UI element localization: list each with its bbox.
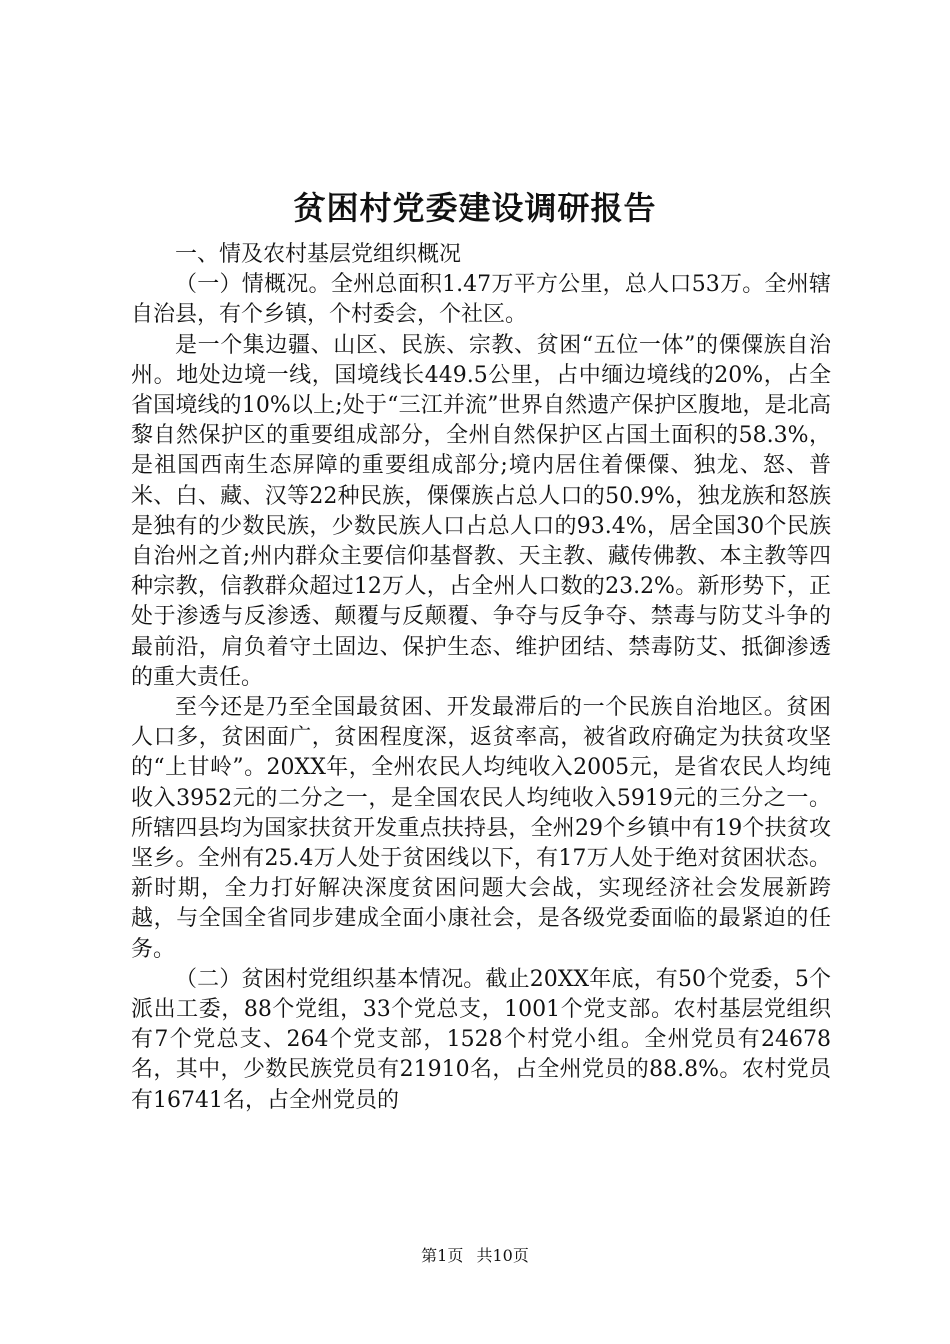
paragraph-poverty: 至今还是乃至全国最贫困、开发最滞后的一个民族自治地区。贫困人口多，贫困面广，贫困程度深，返贫率高，被省政府确定为扶贫攻坚的“上甘岭”。20XX年，全州农民人均纯收入2005元，是省农民人均纯收入3952元的二分之一，是全国农民人均纯收入5919元的三分之一。所辖四县均为国家扶贫开发重点扶持县，全州29个乡镇中有19个扶贫攻坚乡。全州有25.4万人处于贫困线以下，有17万人处于绝对贫困状态。新时期，全力打好解决深度贫困问题大会战，实现经济社会发展新跨越，与全国全省同步建成全面小康社会，是各级党委面临的最紧迫的任务。 <box>131 695 831 962</box>
page-footer <box>0 1244 950 1268</box>
page-number: 第1页 <box>421 1246 464 1265</box>
document-title: 贫困村党委建设调研报告 <box>293 189 657 227</box>
paragraph-characteristics: 是一个集边疆、山区、民族、宗教、贫困“五位一体”的傈僳族自治州。地处边境一线，国境线长449.5公里，占中缅边境线的20%，占全省国境线的10%以上;处于“三江并流”世界自然遗产保护区腹地，是北高黎自然保护区的重要组成部分，全州自然保护区占国土面积的58.3%，是祖国西南生态屏障的重要组成部分;境内居住着傈僳、独龙、怒、普米、白、藏、汉等22种民族，傈僳族占总人口的50.9%，独龙族和怒族是独有的少数民族，少数民族人口占总人口的93.4%，居全国30个民族自治州之首;州内群众主要信仰基督教、天主教、藏传佛教、本主教等四种宗教，信教群众超过12万人，占全州人口数的23.2%。新形势下，正处于渗透与反渗透、颠覆与反颠覆、争夺与反争夺、禁毒与防艾斗争的最前沿，肩负着守土固边、保护生态、维护团结、禁毒防艾、抵御渗透的重大责任。 <box>131 332 831 690</box>
document-body <box>131 240 831 1116</box>
page-total: 共10页 <box>476 1246 529 1265</box>
paragraph-overview: （一）情概况。全州总面积1.47万平方公里，总人口53万。全州辖自治县，有个乡镇，个村委会，个社区。 <box>131 272 831 328</box>
paragraph-party-organizations: （二）贫困村党组织基本情况。截止20XX年底，有50个党委，5个派出工委，88个党组，33个党总支，1001个党支部。农村基层党组织有7个党总支、264个党支部，1528个村党小组。全州党员有24678名，其中，少数民族党员有21910名，占全州党员的88.8%。农村党员有16741名，占全州党员的 <box>131 966 831 1113</box>
section-heading: 一、情及农村基层党组织概况 <box>175 242 462 267</box>
